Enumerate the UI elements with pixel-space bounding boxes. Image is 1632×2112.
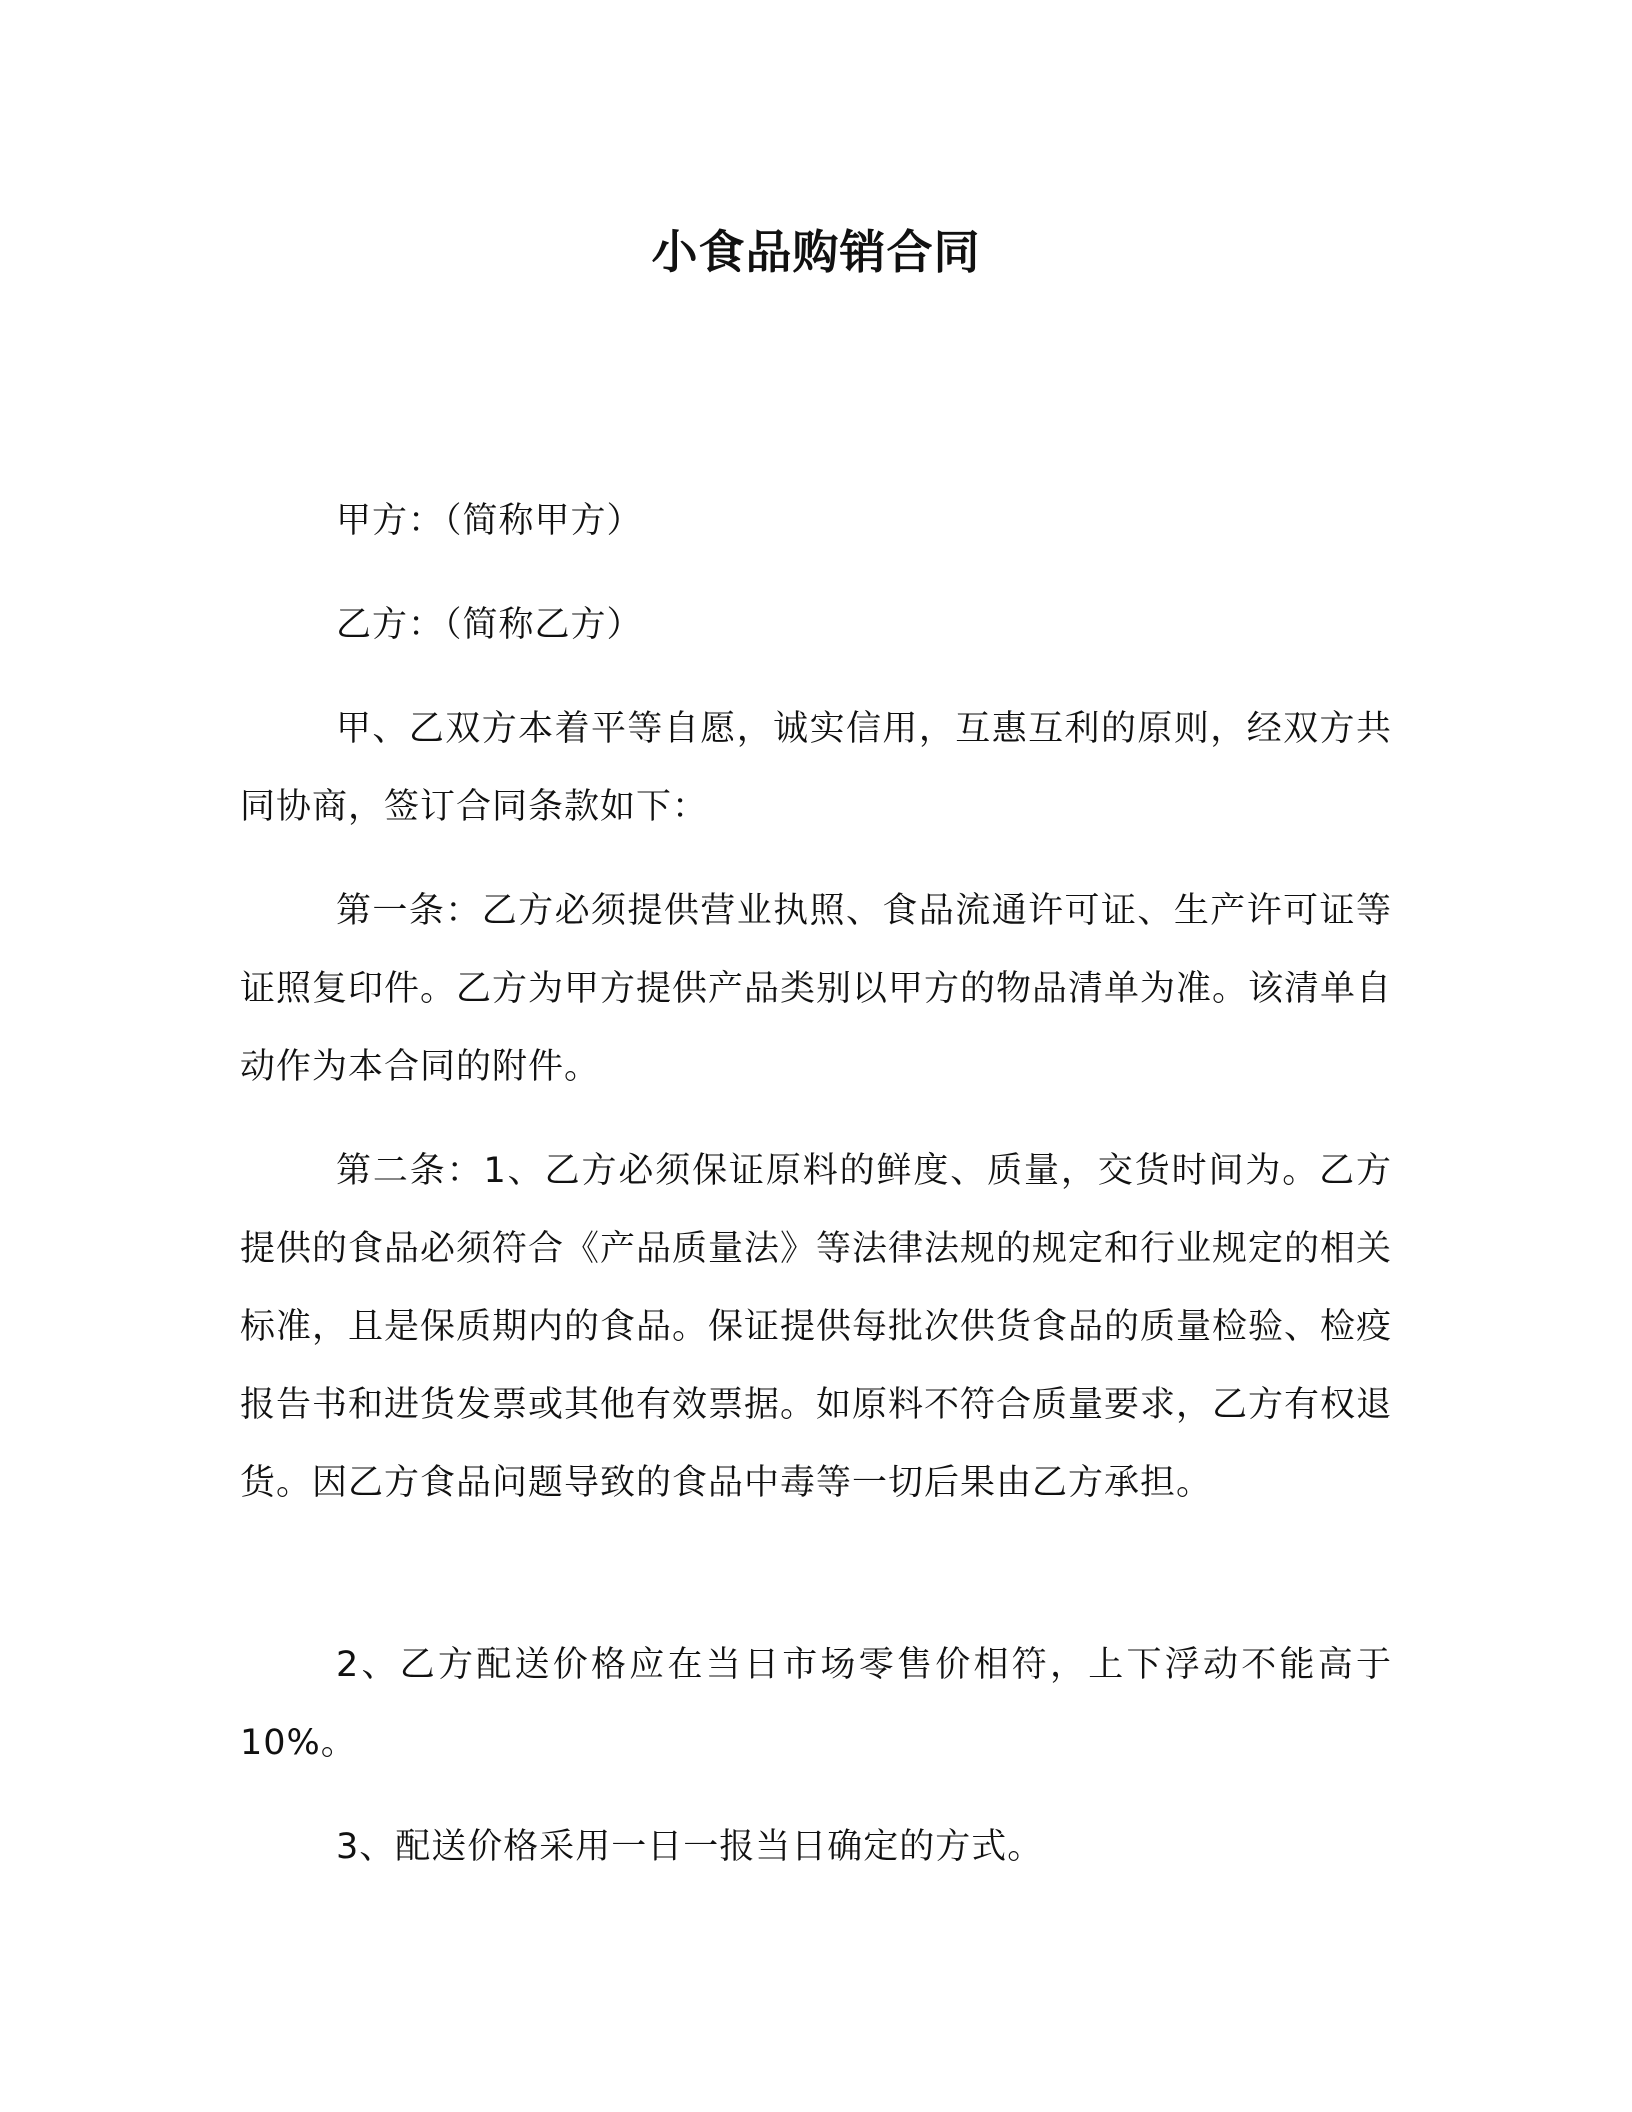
intro-paragraph: 甲、乙双方本着平等自愿，诚实信用，互惠互利的原则，经双方共同协商，签订合同条款如下： <box>240 709 1392 827</box>
party-b-line: 乙方：（简称乙方） <box>336 605 643 645</box>
document-title: 小食品购销合同 <box>651 225 981 279</box>
article-2-item-1-paragraph: 第二条：1、乙方必须保证原料的鲜度、质量，交货时间为。乙方提供的食品必须符合《产品质量法》等法律法规的规定和行业规定的相关标准，且是保质期内的食品。保证提供每批次供货食品的质量检验、检疫报告书和进货发票或其他有效票据。如原料不符合质量要求，乙方有权退货。因乙方食品问题导致的食品中毒等一切后果由乙方承担。 <box>240 1151 1393 1503</box>
article-2-item-3-paragraph: 3、配送价格采用一日一报当日确定的方式。 <box>336 1827 1044 1867</box>
article-2-item-2-paragraph: 2、乙方配送价格应在当日市场零售价相符，上下浮动不能高于10%。 <box>240 1645 1392 1763</box>
article-1-paragraph: 第一条：乙方必须提供营业执照、食品流通许可证、生产许可证等证照复印件。乙方为甲方提供产品类别以甲方的物品清单为准。该清单自动作为本合同的附件。 <box>240 891 1393 1087</box>
party-a-line: 甲方：（简称甲方） <box>336 501 643 541</box>
